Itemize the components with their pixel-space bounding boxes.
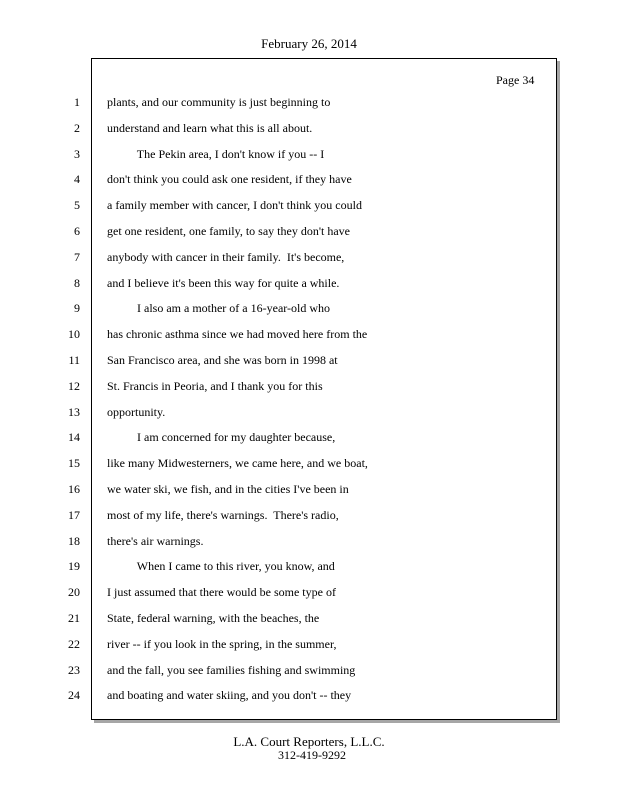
- line-number: 23: [68, 663, 80, 677]
- line-number: 22: [68, 637, 80, 651]
- line-number: 10: [68, 327, 80, 341]
- transcript-date: February 26, 2014: [261, 36, 357, 51]
- transcript-line-text: I just assumed that there would be some type of: [107, 585, 336, 599]
- transcript-line-text: we water ski, we fish, and in the cities I've been in: [107, 482, 349, 496]
- transcript-line-text: and I believe it's been this way for quite a while.: [107, 276, 340, 290]
- line-number: 2: [74, 121, 80, 135]
- court-reporter-phone: 312-419-9292: [278, 748, 346, 762]
- transcript-line-text: I also am a mother of a 16-year-old who: [107, 301, 331, 315]
- transcript-line-text: State, federal warning, with the beaches, the: [107, 611, 320, 625]
- transcript-line-text: San Francisco area, and she was born in 1998 at: [107, 353, 338, 367]
- transcript-line-text: understand and learn what this is all about.: [107, 121, 313, 135]
- line-number: 18: [68, 534, 80, 548]
- transcript-line-text: there's air warnings.: [107, 534, 204, 548]
- line-number: 1: [74, 95, 80, 109]
- transcript-line-text: anybody with cancer in their family. It's become,: [107, 250, 345, 264]
- transcript-line-text: most of my life, there's warnings. There's radio,: [107, 508, 339, 522]
- transcript-line-text: The Pekin area, I don't know if you -- I: [107, 147, 325, 161]
- line-number: 17: [68, 508, 80, 522]
- line-number: 12: [68, 379, 80, 393]
- line-number: 7: [74, 250, 80, 264]
- line-number: 13: [68, 405, 80, 419]
- line-number: 8: [74, 276, 80, 290]
- line-number: 6: [74, 224, 80, 238]
- line-number: 19: [68, 559, 80, 573]
- line-number: 24: [68, 688, 80, 702]
- line-number: 15: [68, 456, 80, 470]
- line-number: 3: [74, 147, 80, 161]
- line-number: 9: [74, 301, 80, 315]
- transcript-line-text: don't think you could ask one resident, if they have: [107, 172, 352, 186]
- transcript-line-text: I am concerned for my daughter because,: [107, 430, 336, 444]
- line-number: 21: [68, 611, 80, 625]
- transcript-line-text: and boating and water skiing, and you don't -- they: [107, 688, 352, 702]
- transcript-line-text: plants, and our community is just beginning to: [107, 95, 331, 109]
- transcript-line-text: When I came to this river, you know, and: [107, 559, 335, 573]
- transcript-line-text: has chronic asthma since we had moved here from the: [107, 327, 368, 341]
- transcript-line-text: river -- if you look in the spring, in the summer,: [107, 637, 337, 651]
- line-number: 20: [68, 585, 80, 599]
- line-number: 4: [74, 172, 80, 186]
- transcript-line-text: and the fall, you see families fishing and swimming: [107, 663, 356, 677]
- page-number: Page 34: [496, 73, 535, 87]
- transcript-line-text: opportunity.: [107, 405, 166, 419]
- line-number: 11: [68, 353, 80, 367]
- transcript-line-text: a family member with cancer, I don't think you could: [107, 198, 362, 212]
- court-reporter-company: L.A. Court Reporters, L.L.C.: [233, 734, 385, 749]
- transcript-line-text: get one resident, one family, to say they don't have: [107, 224, 350, 238]
- transcript-line-text: like many Midwesterners, we came here, and we boat,: [107, 456, 368, 470]
- transcript-line-text: St. Francis in Peoria, and I thank you for this: [107, 379, 323, 393]
- line-number: 16: [68, 482, 80, 496]
- line-number: 5: [74, 198, 80, 212]
- line-number: 14: [68, 430, 80, 444]
